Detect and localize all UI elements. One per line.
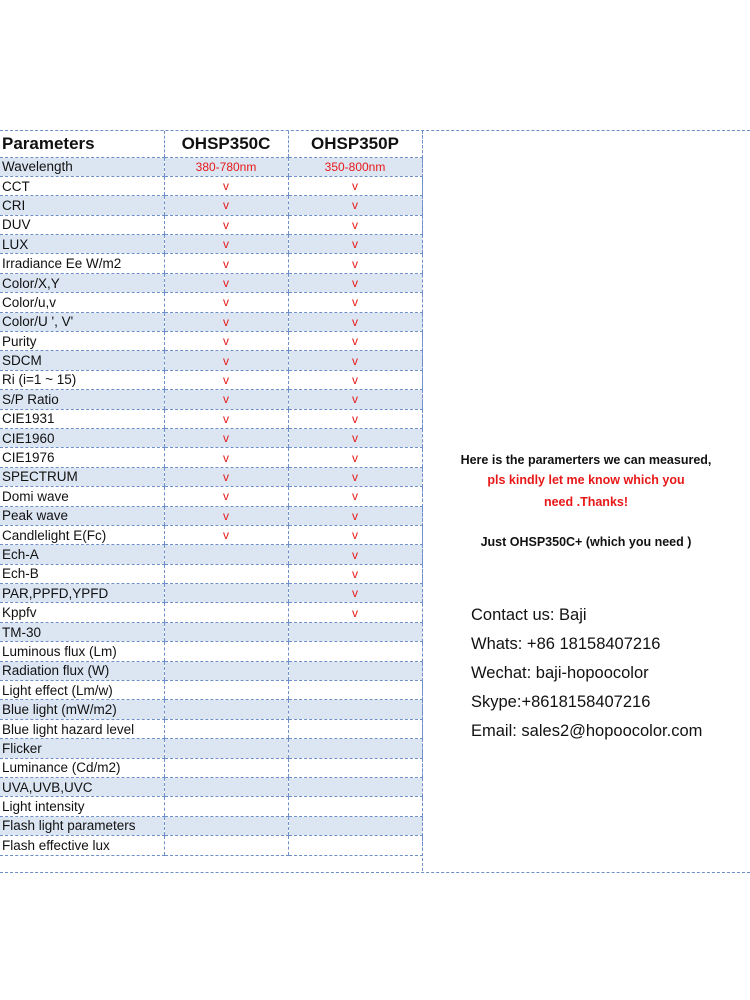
ohsp350c-cell: v bbox=[164, 293, 288, 312]
ohsp350p-cell: v bbox=[288, 312, 422, 331]
ohsp350c-cell: v bbox=[164, 273, 288, 292]
ohsp350p-cell: v bbox=[288, 235, 422, 254]
ohsp350p-cell: 350-800nm bbox=[288, 157, 422, 176]
ohsp350c-cell: v bbox=[164, 176, 288, 195]
parameter-name-cell: CRI bbox=[0, 196, 164, 215]
ohsp350p-cell bbox=[288, 836, 422, 855]
ohsp350c-cell bbox=[164, 797, 288, 816]
parameter-name-cell: LUX bbox=[0, 235, 164, 254]
ohsp350p-cell: v bbox=[288, 215, 422, 234]
table-row bbox=[0, 332, 422, 351]
ohsp350c-cell bbox=[164, 681, 288, 700]
table-row bbox=[0, 797, 422, 816]
parameter-name-cell: Flicker bbox=[0, 739, 164, 758]
parameters-table bbox=[0, 131, 423, 856]
note-text-1: Here is the paramerters we can measured, bbox=[460, 453, 712, 467]
parameter-name-cell: CIE1960 bbox=[0, 428, 164, 447]
parameter-name-cell: DUV bbox=[0, 215, 164, 234]
header-parameters: Parameters bbox=[0, 131, 164, 157]
table-row bbox=[0, 545, 422, 564]
ohsp350p-cell: v bbox=[288, 467, 422, 486]
parameter-name-cell: CIE1931 bbox=[0, 409, 164, 428]
note-line-3 bbox=[422, 492, 750, 513]
parameter-name-cell: PAR,PPFD,YPFD bbox=[0, 584, 164, 603]
ohsp350c-cell: v bbox=[164, 428, 288, 447]
ohsp350c-cell bbox=[164, 545, 288, 564]
ohsp350c-cell: v bbox=[164, 448, 288, 467]
table-row bbox=[0, 758, 422, 777]
parameter-name-cell: Wavelength bbox=[0, 157, 164, 176]
table-row bbox=[0, 487, 422, 506]
ohsp350c-cell bbox=[164, 603, 288, 622]
ohsp350p-cell: v bbox=[288, 293, 422, 312]
note-line-1 bbox=[422, 450, 750, 471]
table-row bbox=[0, 584, 422, 603]
table-row bbox=[0, 428, 422, 447]
contact-email[interactable]: Email: sales2@hopoocolor.com bbox=[471, 722, 703, 740]
ohsp350c-cell: v bbox=[164, 312, 288, 331]
ohsp350p-cell: v bbox=[288, 351, 422, 370]
ohsp350p-cell: v bbox=[288, 545, 422, 564]
table-row bbox=[0, 351, 422, 370]
note-line-2 bbox=[422, 470, 750, 491]
table-row bbox=[0, 293, 422, 312]
ohsp350c-cell: v bbox=[164, 196, 288, 215]
table-row bbox=[0, 778, 422, 797]
ohsp350p-cell: v bbox=[288, 196, 422, 215]
parameter-name-cell: Domi wave bbox=[0, 487, 164, 506]
ohsp350p-cell bbox=[288, 739, 422, 758]
ohsp350c-cell bbox=[164, 564, 288, 583]
ohsp350c-cell bbox=[164, 836, 288, 855]
table-row bbox=[0, 467, 422, 486]
ohsp350c-cell: v bbox=[164, 351, 288, 370]
ohsp350c-cell bbox=[164, 700, 288, 719]
table-header-row bbox=[0, 131, 422, 157]
table-row bbox=[0, 525, 422, 544]
ohsp350p-cell: v bbox=[288, 584, 422, 603]
table-row bbox=[0, 157, 422, 176]
ohsp350c-cell: v bbox=[164, 487, 288, 506]
note-text-2: pls kindly let me know which you bbox=[487, 473, 685, 487]
ohsp350c-cell: v bbox=[164, 467, 288, 486]
ohsp350p-cell: v bbox=[288, 332, 422, 351]
ohsp350c-cell bbox=[164, 661, 288, 680]
contact-block bbox=[471, 601, 702, 746]
table-row bbox=[0, 235, 422, 254]
ohsp350p-cell bbox=[288, 642, 422, 661]
ohsp350p-cell: v bbox=[288, 390, 422, 409]
table-row bbox=[0, 816, 422, 835]
ohsp350p-cell: v bbox=[288, 603, 422, 622]
parameter-name-cell: CIE1976 bbox=[0, 448, 164, 467]
ohsp350p-cell bbox=[288, 778, 422, 797]
contact-name: Contact us: Baji bbox=[471, 606, 587, 624]
parameter-name-cell: Ech-B bbox=[0, 564, 164, 583]
ohsp350c-cell bbox=[164, 816, 288, 835]
parameter-name-cell: Flash light parameters bbox=[0, 816, 164, 835]
table-row bbox=[0, 409, 422, 428]
contact-wechat: Wechat: baji-hopoocolor bbox=[471, 664, 649, 682]
ohsp350c-cell: v bbox=[164, 409, 288, 428]
ohsp350c-cell: 380-780nm bbox=[164, 157, 288, 176]
contact-skype: Skype:+8618158407216 bbox=[471, 693, 651, 711]
ohsp350p-cell: v bbox=[288, 254, 422, 273]
ohsp350p-cell bbox=[288, 797, 422, 816]
ohsp350p-cell: v bbox=[288, 525, 422, 544]
parameter-name-cell: Ech-A bbox=[0, 545, 164, 564]
note-text-4: Just OHSP350C+ (which you need ) bbox=[480, 535, 692, 549]
table-row bbox=[0, 448, 422, 467]
table-row bbox=[0, 370, 422, 389]
parameter-name-cell: Color/U ', V' bbox=[0, 312, 164, 331]
table-row bbox=[0, 700, 422, 719]
parameter-name-cell: CCT bbox=[0, 176, 164, 195]
ohsp350p-cell: v bbox=[288, 273, 422, 292]
note-line-4 bbox=[422, 532, 750, 553]
table-row bbox=[0, 739, 422, 758]
parameter-name-cell: Blue light hazard level bbox=[0, 719, 164, 738]
ohsp350p-cell bbox=[288, 681, 422, 700]
ohsp350c-cell: v bbox=[164, 235, 288, 254]
contact-whatsapp: Whats: +86 18158407216 bbox=[471, 635, 661, 653]
ohsp350p-cell bbox=[288, 700, 422, 719]
ohsp350c-cell: v bbox=[164, 525, 288, 544]
header-ohsp350c: OHSP350C bbox=[164, 131, 288, 157]
ohsp350c-cell bbox=[164, 642, 288, 661]
ohsp350p-cell bbox=[288, 758, 422, 777]
table-row bbox=[0, 506, 422, 525]
parameter-name-cell: Candlelight E(Fc) bbox=[0, 525, 164, 544]
ohsp350p-cell: v bbox=[288, 506, 422, 525]
parameter-name-cell: Luminance (Cd/m2) bbox=[0, 758, 164, 777]
parameter-name-cell: Irradiance Ee W/m2 bbox=[0, 254, 164, 273]
parameter-name-cell: UVA,UVB,UVC bbox=[0, 778, 164, 797]
table-row bbox=[0, 603, 422, 622]
table-row bbox=[0, 719, 422, 738]
parameter-name-cell: Flash effective lux bbox=[0, 836, 164, 855]
ohsp350c-cell bbox=[164, 758, 288, 777]
parameter-name-cell: TM-30 bbox=[0, 622, 164, 641]
table-row bbox=[0, 564, 422, 583]
parameter-name-cell: Light effect (Lm/w) bbox=[0, 681, 164, 700]
table-row bbox=[0, 836, 422, 855]
ohsp350p-cell bbox=[288, 622, 422, 641]
table-row bbox=[0, 622, 422, 641]
table-row bbox=[0, 661, 422, 680]
ohsp350p-cell: v bbox=[288, 448, 422, 467]
ohsp350c-cell: v bbox=[164, 254, 288, 273]
parameter-name-cell: Light intensity bbox=[0, 797, 164, 816]
table-row bbox=[0, 642, 422, 661]
parameter-name-cell: Kppfv bbox=[0, 603, 164, 622]
header-ohsp350p: OHSP350P bbox=[288, 131, 422, 157]
parameter-name-cell: Blue light (mW/m2) bbox=[0, 700, 164, 719]
table-row bbox=[0, 176, 422, 195]
parameter-name-cell: Color/X,Y bbox=[0, 273, 164, 292]
ohsp350c-cell: v bbox=[164, 506, 288, 525]
ohsp350p-cell: v bbox=[288, 370, 422, 389]
table-row bbox=[0, 312, 422, 331]
ohsp350c-cell: v bbox=[164, 390, 288, 409]
table-row bbox=[0, 254, 422, 273]
ohsp350c-cell: v bbox=[164, 215, 288, 234]
note-text-3: need .Thanks! bbox=[543, 495, 629, 509]
ohsp350c-cell bbox=[164, 622, 288, 641]
parameter-name-cell: Ri (i=1 ~ 15) bbox=[0, 370, 164, 389]
ohsp350c-cell: v bbox=[164, 332, 288, 351]
ohsp350c-cell bbox=[164, 778, 288, 797]
table-row bbox=[0, 273, 422, 292]
parameter-name-cell: SDCM bbox=[0, 351, 164, 370]
parameter-name-cell: Purity bbox=[0, 332, 164, 351]
ohsp350p-cell: v bbox=[288, 428, 422, 447]
ohsp350p-cell bbox=[288, 719, 422, 738]
table-row bbox=[0, 681, 422, 700]
parameter-name-cell: Peak wave bbox=[0, 506, 164, 525]
ohsp350p-cell bbox=[288, 661, 422, 680]
parameter-name-cell: S/P Ratio bbox=[0, 390, 164, 409]
parameter-name-cell: Radiation flux (W) bbox=[0, 661, 164, 680]
table-row bbox=[0, 215, 422, 234]
ohsp350p-cell: v bbox=[288, 409, 422, 428]
ohsp350p-cell: v bbox=[288, 176, 422, 195]
table-row bbox=[0, 390, 422, 409]
parameter-name-cell: SPECTRUM bbox=[0, 467, 164, 486]
parameter-name-cell: Luminous flux (Lm) bbox=[0, 642, 164, 661]
table-row bbox=[0, 196, 422, 215]
ohsp350p-cell: v bbox=[288, 564, 422, 583]
ohsp350c-cell: v bbox=[164, 370, 288, 389]
ohsp350c-cell bbox=[164, 584, 288, 603]
ohsp350c-cell bbox=[164, 719, 288, 738]
parameter-name-cell: Color/u,v bbox=[0, 293, 164, 312]
ohsp350p-cell: v bbox=[288, 487, 422, 506]
ohsp350c-cell bbox=[164, 739, 288, 758]
ohsp350p-cell bbox=[288, 816, 422, 835]
